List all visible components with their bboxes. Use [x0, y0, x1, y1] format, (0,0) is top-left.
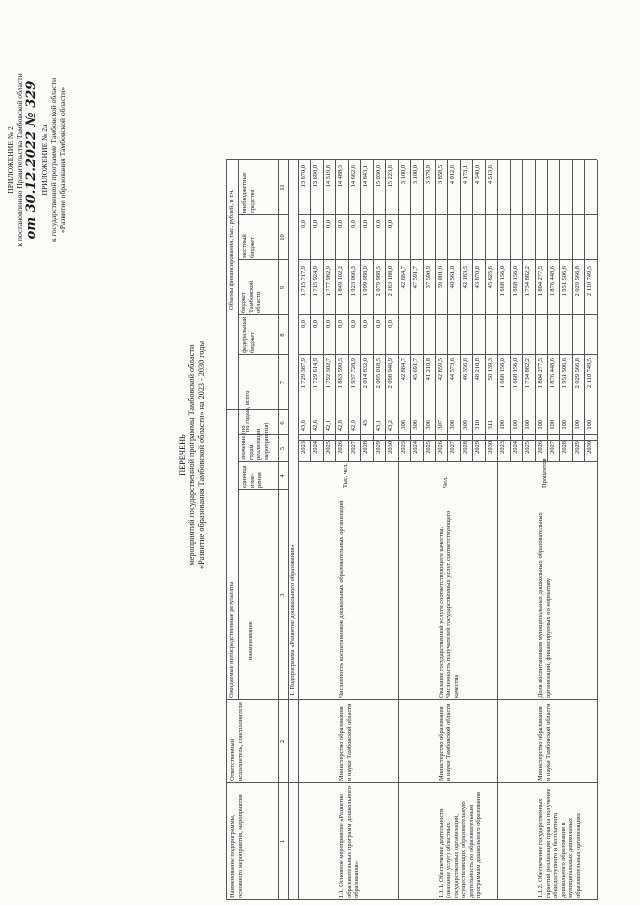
cell-total: 1 876 448,6: [549, 358, 556, 389]
cell-value: 100: [573, 420, 581, 430]
cell-total: 42 859,5: [436, 358, 444, 381]
cell-total: 2 110 749,5: [586, 358, 594, 389]
row-result: Численность воспитанников дошкольных образовательных организаций: [338, 500, 345, 698]
cell-value: 43,6: [300, 420, 307, 432]
heading-line-1: мероприятий государственной программы Тамбовской области: [187, 344, 197, 566]
data-row-rule: [522, 160, 523, 462]
row-unit: Тыс. чел.: [342, 463, 349, 488]
cell-federal: 0,0: [349, 320, 357, 328]
cell-local: 0,0: [374, 220, 382, 228]
table-rule: [226, 782, 597, 783]
table-top-border: [226, 160, 227, 900]
cell-regional: 43 870,8: [474, 266, 482, 289]
cell-year: 2024: [412, 441, 420, 454]
cell-regional: 40 561,0: [449, 266, 457, 289]
group-separator: [497, 160, 498, 900]
cell-extra: 4 513,6: [486, 165, 494, 185]
cell-regional: 37 590,9: [424, 266, 432, 289]
cell-year: 2026: [337, 441, 345, 454]
cell-value: 100: [536, 420, 544, 430]
cell-total: 1 729 387,9: [300, 358, 307, 389]
header-local: местный бюджет: [241, 234, 256, 258]
cell-regional: 1 777 982,9: [324, 266, 332, 297]
cell-year: 2027: [349, 441, 357, 454]
cell-year: 2024: [312, 441, 320, 454]
cell-year: 2027: [449, 441, 457, 454]
cell-year: 2025: [424, 441, 432, 454]
cell-regional: 1 923 066,3: [349, 266, 357, 297]
column-number: 9: [279, 285, 286, 290]
cell-value: 42,6: [312, 420, 320, 432]
cell-value: 43: [362, 420, 370, 427]
column-number: 11: [279, 184, 286, 191]
cell-regional: 1 876 448,6: [549, 266, 556, 297]
data-row-rule: [485, 160, 486, 462]
cell-total: 1 734 882,2: [524, 358, 532, 389]
header-rule: [278, 160, 279, 900]
heading-line-2: «Развитие образования Тамбовской области» на 2023 - 2030 годы: [196, 341, 206, 569]
data-row-rule: [535, 160, 536, 462]
data-row-rule: [348, 160, 349, 462]
cell-total: 1 729 614,9: [312, 358, 320, 389]
cell-year: 2029: [374, 441, 382, 454]
cell-extra: 14 843,1: [362, 165, 370, 188]
cell-extra: 3 100,0: [412, 165, 420, 185]
cell-year: 2023: [499, 441, 507, 454]
cell-total: 1 951 506,6: [561, 358, 569, 389]
cell-total: 42 884,7: [399, 358, 407, 381]
row-executor: Министерство образования и науки Тамбовской области: [437, 703, 453, 781]
subprogram-rule: [298, 160, 299, 900]
header-rule: [238, 160, 239, 410]
cell-extra: 4 340,0: [474, 165, 482, 185]
cell-extra: 4 173,1: [461, 165, 469, 185]
heading-title: ПЕРЕЧЕНЬ: [178, 434, 187, 476]
column-number: 8: [279, 333, 286, 337]
cell-federal: 0,0: [324, 320, 332, 328]
cell-year: 2025: [524, 441, 532, 454]
cell-total: 1 668 156,0: [499, 358, 507, 389]
cell-extra: 4 012,6: [449, 165, 457, 185]
table-rule: [238, 214, 288, 215]
cell-federal: 0,0: [374, 320, 382, 328]
cell-regional: 1 668 156,0: [511, 266, 519, 297]
cell-year: 2030: [387, 441, 395, 454]
cell-value: 43,2: [387, 420, 395, 432]
cell-federal: 0,0: [337, 320, 345, 328]
cell-value: 309: [461, 420, 469, 430]
cell-total: 1 804 277,5: [536, 358, 544, 389]
cell-year: 2028: [561, 441, 569, 454]
cell-local: 0,0: [362, 220, 370, 228]
cell-regional: 2 079 988,5: [374, 266, 382, 297]
header-regional: бюджет Тамбовской области: [240, 280, 263, 313]
row-name: 1.1. Основное мероприятие «Развитие образовательных программ дошкольного образования»: [338, 786, 361, 898]
cell-value: 306: [399, 420, 407, 430]
cell-extra: 14 488,3: [337, 165, 345, 188]
cell-total: 2 098 946,9: [387, 358, 395, 389]
cell-value: 100: [549, 420, 556, 430]
cell-local: 0,0: [337, 220, 345, 228]
cell-year: 2023: [399, 441, 407, 454]
data-row-rule: [472, 160, 473, 462]
header-federal: федеральный бюджет: [241, 316, 256, 353]
row-result: Оказание государственной услуги соответствующего качества. Численность получателей государственных услуг соответствующего качества: [437, 510, 460, 698]
row-unit: Процентов: [541, 458, 549, 488]
cell-total: 2 095 018,5: [374, 358, 382, 389]
cell-federal: 0,0: [362, 320, 370, 328]
column-number: 7: [279, 380, 286, 385]
data-row-rule: [435, 160, 436, 462]
appendix-line-1: ПРИЛОЖЕНИЕ № 2: [6, 126, 15, 194]
cell-regional: 2 110 749,5: [586, 266, 594, 297]
cell-value: 100: [499, 420, 507, 430]
data-row-rule: [373, 160, 374, 462]
cell-total: 1 792 302,7: [324, 358, 332, 389]
column-number: 1: [279, 839, 286, 844]
data-row-rule: [547, 160, 548, 462]
table-rule: [238, 259, 288, 260]
cell-local: 0,0: [312, 220, 320, 228]
cell-federal: 0,0: [312, 320, 320, 328]
cell-year: 2026: [436, 441, 444, 454]
data-row-rule: [360, 160, 361, 462]
cell-value: 100: [561, 420, 569, 430]
cell-total: 1 937 728,9: [349, 358, 357, 389]
cell-total: 1 863 590,5: [337, 358, 345, 389]
header-executor: Ответственный исполнитель, соисполнители: [229, 702, 244, 781]
cell-regional: 45 625,6: [486, 266, 494, 289]
data-row-rule: [335, 160, 336, 462]
appendix-line-2: к постановлению Правительства Тамбовской области: [15, 73, 25, 247]
cell-total: 50 139,3: [486, 358, 494, 381]
cell-extra: 15 030,0: [374, 165, 382, 188]
cell-local: 0,0: [387, 220, 395, 228]
cell-regional: 1 715 717,9: [300, 266, 307, 297]
cell-extra: 3 858,5: [436, 165, 444, 185]
data-row-rule: [385, 160, 386, 462]
column-number: 3: [279, 593, 286, 597]
header-exp-value: значение (по годам реализации мероприятия): [240, 422, 270, 460]
table-right-border: [226, 159, 597, 160]
row-name: 1.1.1. Обеспечение деятельности (оказание услуг) областных государственных организаций, осуществляющих образовательную деятельность по образовательным программам дошкольного образования: [437, 792, 483, 898]
cell-total: 1 668 156,0: [511, 358, 519, 389]
cell-value: 100: [586, 420, 594, 430]
table-rule: [238, 314, 288, 315]
cell-regional: 2 029 566,8: [573, 266, 581, 297]
cell-total: 45 691,7: [412, 358, 420, 381]
header-extra: внебюджетные средства: [241, 172, 256, 213]
column-number: 2: [279, 739, 286, 744]
cell-regional: 1 734 882,2: [524, 266, 532, 297]
cell-regional: 1 999 988,9: [362, 266, 370, 297]
cell-regional: 1 668 156,0: [499, 266, 507, 297]
row-result: Доля воспитанников муниципальных дошкольных образовательных организаций, финансируемых по нормативу: [537, 512, 552, 698]
cell-value: 100: [524, 420, 532, 430]
group-separator: [398, 160, 399, 900]
cell-regional: 47 591,7: [412, 266, 420, 289]
cell-value: 100: [511, 420, 519, 430]
cell-year: 2027: [549, 441, 556, 454]
cell-federal: 0,0: [300, 320, 307, 328]
cell-year: 2030: [586, 441, 594, 454]
cell-year: 2024: [511, 441, 519, 454]
cell-regional: 1 804 277,5: [536, 266, 544, 297]
table-rule: [226, 409, 288, 410]
cell-year: 2028: [461, 441, 469, 454]
cell-value: 311: [486, 420, 494, 430]
cell-regional: 2 163 188,0: [387, 266, 395, 297]
data-row-rule: [510, 160, 511, 462]
data-row-rule: [559, 160, 560, 462]
cell-regional: 42 884,7: [399, 266, 407, 289]
table-bottom-border: [597, 160, 598, 900]
cell-year: 2026: [536, 441, 544, 454]
cell-extra: 3 379,9: [424, 165, 432, 185]
cell-value: 306: [424, 420, 432, 430]
data-row-rule: [323, 160, 324, 462]
cell-total: 2 029 566,8: [573, 358, 581, 389]
cell-year: 2030: [486, 441, 494, 454]
subprogram-title: 1. Подпрограмма «Развитие дошкольного образования»: [289, 544, 296, 696]
header-name: Наименование подпрограммы, основного мероприятия, мероприятия: [229, 794, 244, 898]
data-row-rule: [460, 160, 461, 462]
row-name: 1.1.2. Обеспечение государственных гарантий реализации прав на получение общедоступного и бесплатного дошкольного образования в муниципальных дошкольных образовательных организациях: [537, 788, 582, 898]
data-row-rule: [423, 160, 424, 462]
cell-regional: 39 001,0: [436, 266, 444, 289]
table-rule: [238, 489, 288, 490]
column-number: 5: [279, 446, 286, 451]
cell-year: 2028: [362, 441, 370, 454]
cell-year: 2025: [324, 441, 332, 454]
cell-value: 42,8: [337, 420, 345, 432]
header-expected: Ожидаемые непосредственные результаты: [228, 581, 235, 698]
data-row-rule: [447, 160, 448, 462]
appendix-line-4: к государственной программе Тамбовской области: [48, 77, 58, 243]
header-exp-name: наименование: [247, 621, 254, 660]
table-rule: [238, 354, 288, 355]
cell-value: 308: [449, 420, 457, 430]
cell-extra: 14 319,8: [324, 165, 332, 188]
header-by-year: по годам, всего: [244, 390, 251, 432]
column-number: 6: [279, 421, 286, 425]
appendix-line-3: ПРИЛОЖЕНИЕ № 2а: [39, 124, 49, 196]
cell-local: 0,0: [349, 220, 357, 228]
cell-regional: 1 849 102,2: [337, 266, 345, 297]
cell-extra: 15 223,6: [387, 165, 395, 188]
cell-extra: 13 670,0: [300, 165, 307, 188]
cell-year: 2029: [474, 441, 482, 454]
cell-total: 2 014 832,0: [362, 358, 370, 389]
cell-regional: 1 715 924,9: [312, 266, 320, 297]
cell-year: 2029: [573, 441, 581, 454]
cell-local: 0,0: [324, 220, 332, 228]
column-number-rule: [288, 160, 289, 900]
table-rule: [226, 699, 597, 700]
cell-year: 2023: [300, 441, 307, 454]
cell-regional: 1 951 506,6: [561, 266, 569, 297]
column-number: 4: [279, 474, 286, 478]
data-row-rule: [572, 160, 573, 462]
table-left-border: [226, 899, 597, 900]
table-rule: [238, 461, 288, 462]
cell-regional: 42 183,5: [461, 266, 469, 289]
cell-extra: 14 662,6: [349, 165, 357, 188]
data-row-rule: [310, 160, 311, 462]
cell-value: 306: [412, 420, 420, 430]
cell-value: 43,1: [374, 420, 382, 432]
cell-extra: 13 690,0: [312, 165, 320, 188]
cell-federal: 0,0: [387, 320, 395, 328]
cell-value: 42,1: [324, 420, 332, 432]
row-executor: Министерство образования и науки Тамбовской области: [537, 703, 552, 781]
cell-value: 307: [436, 420, 444, 430]
cell-total: 41 210,8: [424, 358, 432, 381]
cell-total: 48 210,8: [474, 358, 482, 381]
header-rule: [238, 410, 239, 700]
data-row-rule: [410, 160, 411, 462]
row-executor: Министерство образования и науки Тамбовской области: [338, 703, 353, 781]
row-unit: Чел.: [441, 476, 449, 488]
handwritten-date-number: от 30.12.2022 № 329: [24, 80, 40, 240]
cell-extra: 3 100,0: [399, 165, 407, 185]
cell-value: 310: [474, 420, 482, 430]
header-funding: Объемы финансирования, тыс. рублей, в т.ч.: [228, 189, 235, 310]
header-exp-unit: единица изме-рения: [241, 465, 264, 488]
column-number: 10: [279, 234, 286, 241]
cell-local: 0,0: [300, 220, 307, 228]
cell-total: 44 573,6: [449, 358, 457, 381]
cell-value: 42,9: [349, 420, 357, 432]
appendix-line-5: «Развитие образования Тамбовской области»: [58, 86, 68, 234]
data-row-rule: [584, 160, 585, 462]
cell-total: 46 356,6: [461, 358, 469, 381]
